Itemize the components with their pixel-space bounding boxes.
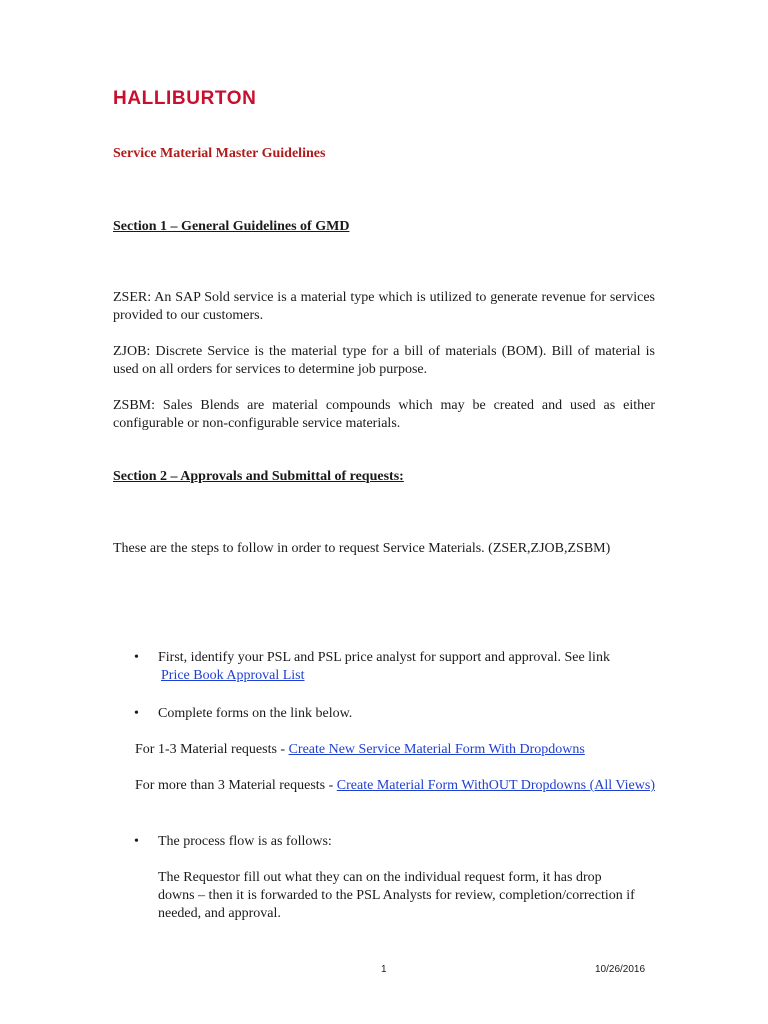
steps-intro: These are the steps to follow in order to request Service Materials. (ZSER,ZJOB,ZSBM): [113, 541, 611, 556]
request-1-3-line: [135, 741, 665, 759]
bullet-identify-psl-text: First, identify your PSL and PSL price analyst for support and approval. See link: [158, 650, 610, 665]
page-number: 1: [381, 964, 387, 975]
section-1-heading: Section 1 – General Guidelines of GMD: [113, 219, 350, 234]
create-form-with-dropdowns-link[interactable]: Create New Service Material Form With Dropdowns: [288, 742, 585, 757]
request-more-than-3-label: For more than 3 Material requests -: [135, 778, 337, 793]
halliburton-logo: HALLIBURTON: [113, 88, 257, 109]
bullet-process-flow: The process flow is as follows:: [158, 834, 332, 849]
request-1-3-label: For 1-3 Material requests -: [135, 742, 289, 757]
bullet-marker: •: [134, 834, 139, 849]
zser-paragraph: ZSER: An SAP Sold service is a material type which is utilized to generate revenue for services provided to our customers.: [113, 290, 655, 323]
document-title: Service Material Master Guidelines: [113, 146, 326, 161]
create-form-without-dropdowns-link[interactable]: Create Material Form WithOUT Dropdowns (All Views): [336, 778, 655, 793]
request-more-than-3-line: [113, 777, 658, 795]
bullet-marker: •: [134, 706, 139, 721]
section-2-heading: Section 2 – Approvals and Submittal of requests:: [113, 469, 404, 484]
bullet-complete-forms: Complete forms on the link below.: [158, 706, 353, 721]
process-flow-detail: The Requestor fill out what they can on the individual request form, it has drop downs – then it is forwarded to the PSL Analysts for review, completion/correction if needed, and approval.: [158, 870, 635, 921]
footer-date: 10/26/2016: [595, 964, 646, 975]
zjob-paragraph: ZJOB: Discrete Service is the material type for a bill of materials (BOM). Bill of material is used on all orders for services to determine job purpose.: [113, 344, 655, 377]
price-book-approval-link[interactable]: Price Book Approval List: [161, 668, 305, 683]
bullet-marker: •: [134, 650, 139, 665]
bullet-identify-psl: [158, 649, 658, 685]
zsbm-paragraph: ZSBM: Sales Blends are material compounds which may be created and used as either configurable or non-configurable service materials.: [113, 398, 655, 431]
